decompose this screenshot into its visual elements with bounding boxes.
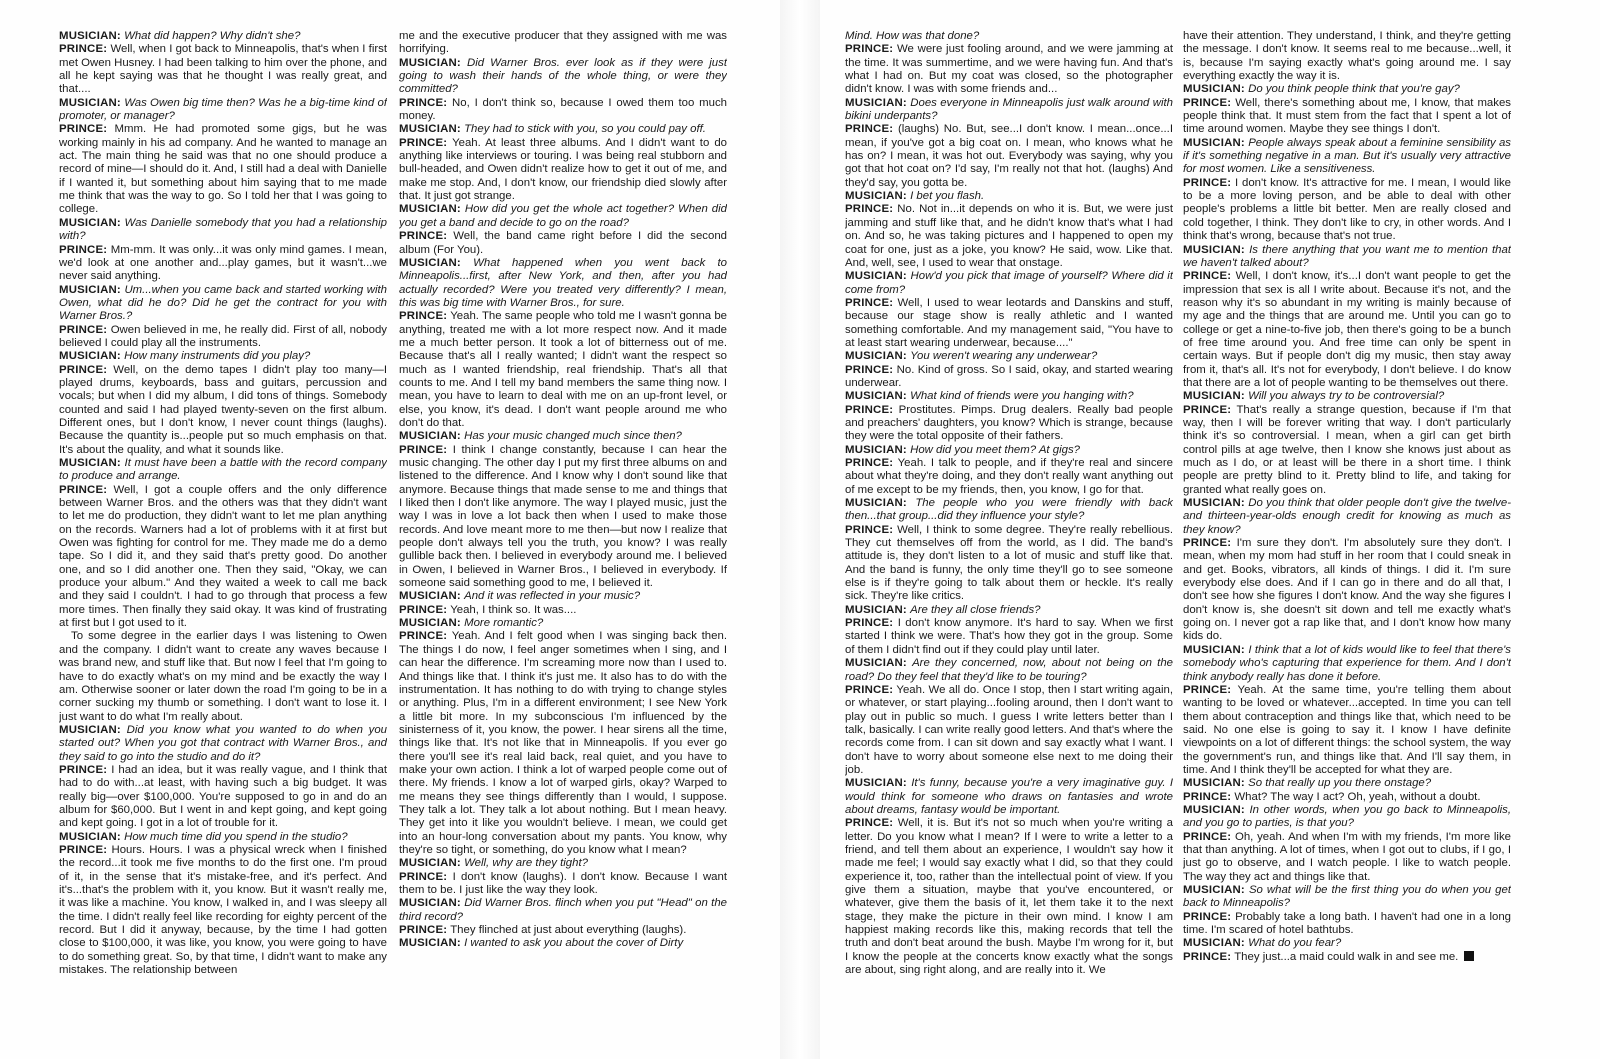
question-text: You weren't wearing any underwear? [910,350,1098,363]
prince-speaker-label: PRINCE: [1183,537,1232,550]
paragraph [1183,177,1511,244]
prince-speaker-label: PRINCE: [845,403,894,416]
paragraph [845,43,1173,96]
question-text: So what will be the first thing you do when you get back to Minneapolis? [1183,884,1511,910]
paragraph-text: Hours. Hours. I was a physical wreck when I finished the record...it took me five months to do the first one. I'm proud of it, in the sense that it's mistake-free, and it's perfect. And it's...that's the problem with it, you know. But it wasn't really me, it was like a machine. You know, I walked in, and I was sleepy all the time. I didn't really feel like recording for eighty percent of the record. But I did it anyway, because, by the time I had gotten close to $100,000, it was like, you know, you were going to have to do something great. So, by that time, I didn't want to make any mistakes. The relationship between [59,843,387,977]
prince-speaker-label: PRINCE: [399,96,448,109]
prince-speaker-label: PRINCE: [845,123,894,136]
prince-speaker-label: PRINCE: [399,630,448,643]
musician-speaker-label: MUSICIAN: [1183,643,1245,656]
question-text: Are they concerned, now, about not being on the road? Do they feel that they'd like to be touring? [845,657,1173,683]
paragraph [399,937,727,950]
question-text: Um...when you came back and started working with Owen, what did he do? Did he get the contract for you with Warner Bros.? [59,283,387,323]
right-page [820,0,1600,1059]
paragraph [845,297,1173,350]
prince-speaker-label: PRINCE: [59,323,108,336]
paragraph [59,284,387,324]
paragraph [845,350,1173,363]
paragraph-text: Well, on the demo tapes I didn't play too many—I played drums, keyboards, bass and guitars, percussion and vocals; but when I did my album, I did tons of things. Somebody counted and said I had played twenty-seven on the first album. Different ones, but I don't know, I never count things (laughs). Because the quantity is...people put so much emphasis on that. It's about the quality, and what it sounds like. [59,363,387,456]
question-text: What happened when you went back to Minneapolis...first, after New York, and then, after you had actually recorded? Were you treated very differently? I mean, this was big time with Warner Bros., for sure. [399,256,727,309]
paragraph [59,484,387,631]
musician-speaker-label: MUSICIAN: [59,96,121,109]
left-page [0,0,780,1059]
paragraph-text: Mmm. He had promoted some gigs, but he was working mainly in his ad company. And he wanted to manage an act. The main thing he said was that no one should produce a record of mine—I should do it. And, I still had a deal with Danielle if I wanted it, but something about him saying that to me made me think that was the way to go. So I told her that I was going to college. [59,123,387,216]
paragraph [399,310,727,430]
paragraph-text: No. Not in...it depends on who it is. But, we were just jamming and stuff like that, and he didn't know that's what I had on. And so, he was taking pictures and I happened to open my coat for one, just as a joke, you know? He said, wow. Like that. And, well, see, I used to wear that onstage. [845,203,1173,269]
paragraph-text: I think I change constantly, because I can hear the music changing. The other day I put my first three albums on and listened to the difference. And I know why I don't sound like that anymore. Because things that made sense to me and things that I liked then I don't like anymore. The way I played music, just the way I was in love a lot back then when I used to make those records. And love meant more to me then—but now I realize that people don't always tell you the truth, you know? I was really gullible back then. I believed in everybody around me. I believed in Owen, I believed in Warner Bros., I believed in everybody. If someone said something good to me, I believed it. [399,443,727,590]
question-text: How many instruments did you play? [124,350,311,363]
question-text: Is there anything that you want me to mention that we haven't talked about? [1183,243,1511,269]
paragraph [59,844,387,977]
paragraph-text: me and the executive producer that they assigned with me was horrifying. [399,30,727,56]
question-text: What did happen? Why didn't she? [124,30,301,42]
paragraph [399,430,727,443]
paragraph-text: Well, when I got back to Minneapolis, that's when I first met Owen Husney. I had been talking to him over the phone, and all he kept saying was that he thought I was really great, and that.... [59,43,387,96]
paragraph [1183,537,1511,644]
prince-speaker-label: PRINCE: [845,363,894,376]
paragraph-text: Prostitutes. Pimps. Drug dealers. Really bad people and preachers' daughters, you know? Which is strange, because they were the total opposite of their fathers. [845,403,1173,443]
paragraph-text: I'm sure they don't. I'm absolutely sure they don't. I mean, when my mom had stuff in her room that I could sneak in and get. Books, vibrators, all kinds of things. I did it. I'm sure everybody else does. And if I can go in there and do all that, I don't see how she figures I don't know. And the way she figures I don't know is, she doesn't sit down and tell me exactly what's going on. I never got a rap like that, and I don't know how many kids do. [1183,537,1511,643]
paragraph-text: Well, I don't know, it's...I don't want people to get the impression that sex is all I write about. Because it's not, and the reason why it's so abundant in my writing is mainly because of my age and the things that are around me. Until you can go to college or get a nine-to-five job, then there's going to be a bunch of free time around you. And free time can only be spent in certain ways. But if people don't dig my music, then stay away from it, that's all. It's not for everybody, I don't believe. I do know that there are a lot of people wanting to be themselves out there. [1183,270,1511,389]
paragraph [59,764,387,831]
paragraph [399,630,727,857]
question-text: More romantic? [464,617,544,630]
question-text: Did Warner Bros. ever look as if they were just going to wash their hands of the whole thing, or were they committed? [399,56,727,96]
musician-speaker-label: MUSICIAN: [845,270,907,283]
paragraph [1183,831,1511,884]
paragraph [1183,951,1511,964]
prince-speaker-label: PRINCE: [845,817,894,830]
prince-speaker-label: PRINCE: [845,296,894,309]
prince-speaker-label: PRINCE: [1183,176,1232,189]
musician-speaker-label: MUSICIAN: [1183,884,1245,896]
question-text: They had to stick with you, so you could pay off. [464,123,706,136]
paragraph [845,390,1173,403]
question-text: What kind of friends were you hanging with? [910,390,1134,403]
paragraph [59,364,387,457]
musician-speaker-label: MUSICIAN: [399,617,461,630]
question-text: People always speak about a feminine sensibility as if it's something negative in a man. But it's usually very attractive for most women. Like a sensitiveness. [1183,136,1511,176]
question-text: In other words, when you go back to Minneapolis, and you go to parties, is that you? [1183,803,1511,830]
question-text: Did Warner Bros. flinch when you put "Head" on the third record? [399,897,727,923]
paragraph [399,871,727,898]
paragraph [59,630,387,723]
prince-speaker-label: PRINCE: [399,443,448,456]
musician-speaker-label: MUSICIAN: [1183,243,1245,256]
prince-speaker-label: PRINCE: [845,457,894,469]
musician-speaker-label: MUSICIAN: [845,390,907,403]
prince-speaker-label: PRINCE: [1183,830,1232,843]
paragraph [399,30,727,57]
prince-speaker-label: PRINCE: [59,363,108,376]
prince-speaker-label: PRINCE: [59,123,108,136]
paragraph-text: Owen believed in me, he really did. First of all, nobody believed I could play all the instruments. [59,323,387,349]
prince-speaker-label: PRINCE: [59,43,108,56]
paragraph [1183,270,1511,390]
text-column-4 [1183,30,1511,1050]
paragraph-text: Yeah, I think so. It was.... [450,603,577,616]
prince-speaker-label: PRINCE: [59,243,108,256]
question-text: I think that a lot of kids would like to feel that there's somebody who's capturing that experience for them. And I don't think anybody really has done it before. [1183,643,1511,683]
paragraph [845,457,1173,497]
paragraph [399,137,727,204]
musician-speaker-label: MUSICIAN: [59,723,121,736]
musician-speaker-label: MUSICIAN: [399,56,461,69]
question-text: And it was reflected in your music? [464,590,641,603]
paragraph [845,617,1173,657]
paragraph-text: Yeah. At least three albums. And I didn't want to do anything like interviews or touring. I was being real stubborn and bull-headed, and Owen didn't realize how to get it out of me, and make me stop. And, I don't know, our friendship died slowly after that. It just got strange. [399,136,727,203]
paragraph [59,244,387,284]
paragraph [1183,137,1511,177]
question-text: How did you get the whole act together? When did you get a band and decide to go on the road? [399,203,727,229]
paragraph [399,57,727,97]
prince-speaker-label: PRINCE: [1183,910,1232,923]
paragraph [399,257,727,310]
paragraph [1183,497,1511,537]
paragraph-text: They just...a maid could walk in and see me. [1234,950,1459,963]
paragraph [1183,804,1511,831]
question-text: How'd you pick that image of yourself? Where did it come from? [845,270,1173,296]
musician-speaker-label: MUSICIAN: [59,283,121,296]
paragraph [845,270,1173,297]
paragraph-text: That's really a strange question, because if I'm that way, then I will be forever writing that way. I don't particularly think it's so controversial. I mean, when a girl can get birth control pills at age twelve, then I know she knows just about as much as I do, or at least will be there in a short time. I think people are pretty blind to it. Pretty blind to life, and taking for granted what really goes on. [1183,403,1511,496]
musician-speaker-label: MUSICIAN: [59,830,121,843]
paragraph [59,97,387,124]
paragraph-text: I don't know. It's attractive for me. I mean, I would like to be a more loving person, and be able to deal with other people's problems a little bit better. Men are really closed and cold together, I think. They don't like to cry, in other words. And I think that's wrong, because that's not true. [1183,176,1511,243]
paragraph-text: Yeah. I talk to people, and if they're real and sincere about what they're doing, and they don't really want anything out of me except to be my friends, then, you know, I go for that. [845,457,1173,496]
text-column-1 [59,30,387,1050]
paragraph [1183,30,1511,83]
paragraph-text: Mind. How was that done? [845,30,980,42]
prince-speaker-label: PRINCE: [1183,403,1232,416]
musician-speaker-label: MUSICIAN: [845,777,907,790]
paragraph [845,657,1173,684]
paragraph [845,190,1173,203]
musician-speaker-label: MUSICIAN: [399,123,461,136]
paragraph-text: Yeah. At the same time, you're telling them about wanting to be loved or whatever...accepted. In time you can tell them about contraception and things like that, which need to be said. No one else is going to say it. I know I have definite viewpoints on a lot of different things: the school system, the way the government's run, and things like that. And I'll say them, in time. And I think they'll be accepted for what they are. [1183,683,1511,776]
paragraph [1183,644,1511,684]
question-text: Does everyone in Minneapolis just walk around with bikini underpants? [845,96,1173,123]
prince-speaker-label: PRINCE: [399,924,448,937]
prince-speaker-label: PRINCE: [399,870,448,883]
question-text: So that really up you there onstage? [1248,777,1432,790]
paragraph [59,724,387,764]
musician-speaker-label: MUSICIAN: [845,443,907,456]
paragraph [845,444,1173,457]
paragraph [1183,390,1511,403]
prince-speaker-label: PRINCE: [399,603,448,616]
question-text: The people who you were friendly with back then...that group...did they influence your style? [845,497,1173,523]
paragraph [399,444,727,591]
paragraph [59,350,387,363]
musician-speaker-label: MUSICIAN: [1183,937,1245,950]
paragraph [845,817,1173,977]
musician-speaker-label: MUSICIAN: [399,203,461,216]
musician-speaker-label: MUSICIAN: [1183,83,1245,96]
prince-speaker-label: PRINCE: [1183,950,1232,963]
paragraph-text: To some degree in the earlier days I was listening to Owen and the company. I didn't want to create any waves because I was brand new, and stuff like that. But now I feel that I'm going to have to do exactly what's on my mind and be exactly the way I am. Otherwise sooner or later down the road I'm going to be in a corner sucking my thumb or something. I don't want to lose it. I just want to do what I'm really about. [59,630,387,723]
paragraph [59,217,387,244]
musician-speaker-label: MUSICIAN: [399,897,461,910]
question-text: Did you know what you wanted to do when you started out? When you got that contract with Warner Bros., and they said to go into the studio and do it? [59,723,387,763]
paragraph [399,590,727,603]
paragraph-text: Oh, yeah. And when I'm with my friends, I'm more like that than anything. A lot of times, when I got out to clubs, if I go, I just go to observe, and I watch people. I like to watch people. The way they act and things like that. [1183,830,1511,883]
prince-speaker-label: PRINCE: [59,843,108,856]
paragraph-text: Well, I think to some degree. They're really rebellious. They cut themselves off from the world, as I did. The band's attitude is, they don't listen to a lot of music and stuff like that. And the band is funny, the only time they'll go to see someone else is if they're going to talk about them or heckle. It's really sick. They're like critics. [845,523,1173,603]
question-text: What do you fear? [1248,937,1342,950]
paragraph [1183,911,1511,938]
prince-speaker-label: PRINCE: [1183,683,1232,696]
question-text: I wanted to ask you about the cover of Dirty [464,937,684,950]
musician-speaker-label: MUSICIAN: [399,937,461,950]
question-text: It must have been a battle with the record company to produce and arrange. [59,457,387,483]
prince-speaker-label: PRINCE: [399,230,448,243]
paragraph-text: Mm-mm. It was only...it was only mind games. I mean, we'd look at one another and...play games, but it wasn't...we never said anything. [59,243,387,283]
paragraph-text: I had an idea, but it was really vague, and I think that had to do with...at least, with having such a big budget. It was really big—over $100,000. You're supposed to go in and do an album for $60,000. But I went in and kept going, and kept going and kept going. I got in a lot of trouble for it. [59,763,387,830]
paragraph [845,497,1173,524]
musician-speaker-label: MUSICIAN: [1183,136,1245,149]
musician-speaker-label: MUSICIAN: [845,96,907,109]
question-text: Has your music changed much since then? [464,430,682,443]
paragraph [845,364,1173,391]
paragraph [1183,404,1511,497]
paragraph-text: We were just fooling around, and we were jamming at the time. It was summertime, and we were having fun. And that's what I had on. But my coat was closed, so the photographer didn't know. I was with some friends and... [845,43,1173,96]
prince-speaker-label: PRINCE: [399,310,448,323]
question-text: It's funny, because you're a very imaginative guy. I would think for someone who draws on fantasies and wrote about dreams, fantasy would be important. [845,777,1173,816]
paragraph [845,97,1173,124]
paragraph [59,43,387,96]
paragraph [1183,937,1511,950]
paragraph [399,604,727,617]
paragraph [59,30,387,43]
paragraph [59,831,387,844]
paragraph-text: Well, I got a couple offers and the only difference between Warner Bros. and the others was that they didn't want to let me do production, they didn't want to let me plan anything on the records. Warners had a lot of problems with it at first but Owen was fighting for control for me. They made me do a demo tape. So I did it, and they said that's pretty good. Do another one, and so I did another one. Then they said, "Okay, we can produce your album." And they waited a week to call me back and they said I couldn't. I had to go through that process a few more times. Then finally they said okay. It was kind of frustrating at first but I got used to it. [59,483,387,630]
prince-speaker-label: PRINCE: [845,203,894,216]
paragraph-text: Well, the band came right before I did the second album (For You). [399,230,727,256]
paragraph [399,617,727,630]
musician-speaker-label: MUSICIAN: [59,30,121,42]
question-text: Well, why are they tight? [464,857,588,870]
question-text: Do you think that older people don't give the twelve- and thirteen-year-olds enough credit for knowing as much as they know? [1183,497,1511,536]
paragraph-text: What? The way I act? Oh, yeah, without a doubt. [1234,790,1481,803]
paragraph-text: Well, there's something about me, I know, that makes people think that. It must stem from the fact that I spent a lot of time around women. Maybe they see things I don't. [1183,96,1511,136]
paragraph [399,897,727,924]
paragraph [1183,777,1511,790]
prince-speaker-label: PRINCE: [59,763,108,776]
text-column-3 [845,30,1173,1050]
question-text: How much time did you spend in the studio? [124,830,348,843]
paragraph [1183,684,1511,777]
paragraph-text: Yeah. And I felt good when I was singing back then. The things I do now, I feel anger sometimes when I sing, and I can hear the difference. I'm screaming more now than I used to. And things like that. I think it's just me. It also has to do with the instrumentation. It has nothing to do with trying to change styles or anything. Plus, I'm in a different environment; I see New York a little bit more. In my subconscious I'm influenced by the sinisterness of it, you know, the power. I hear sirens all the time, things like that. It's not like that in Minneapolis. If you ever go there you'll see it's real laid back, real quiet, and you have to make your own action. I think a lot of warped people come out of there. My friends. I know a lot of warped girls, okay? Warped to me means they see things differently than I would, I suppose. They talk a lot. They talk a lot about nothing. But I mean heavy. They get into it like you wouldn't believe. I mean, we could get into an hour-long conversation about my pants. You know, why they're so tight, or something, do you know what I mean? [399,630,727,856]
paragraph-text: Well, it is. But it's not so much when you're writing a letter. Do you know what I mean? If I were to write a letter to a friend, and tell them about an experience, I wouldn't say how it made me feel; I would say exactly what I did, so that they could experience it, too, rather than the intellectual point of view. If you give them a situation, maybe that you've encountered, or whatever, give them the basis of it, let them take it to the next stage, they make the picture in their own mind. I know I am happiest making records like this, making records that tell the truth and don't beat around the bush. Maybe I'm wrong for it, but I know the people at the concerts know exactly what the songs are about, sing right along, and are really into it. We [845,817,1173,977]
paragraph-text: have their attention. They understand, I think, and they're getting the message. I don't know. It seems real to me because...well, it is, because I'm saying exactly what's going around me. I say everything exactly the way it is. [1183,30,1511,83]
paragraph [845,404,1173,444]
musician-speaker-label: MUSICIAN: [1183,497,1245,510]
paragraph [399,123,727,136]
prince-speaker-label: PRINCE: [59,483,108,496]
question-text: Are they all close friends? [910,603,1041,616]
text-column-2 [399,30,727,1050]
paragraph [845,604,1173,617]
question-text: Was Danielle somebody that you had a relationship with? [59,216,387,243]
musician-speaker-label: MUSICIAN: [1183,777,1245,790]
prince-speaker-label: PRINCE: [1183,96,1232,109]
question-text: Do you think people think that you're gay? [1248,83,1460,96]
question-text: Will you always try to be controversial? [1248,390,1445,403]
paragraph [1183,83,1511,96]
prince-speaker-label: PRINCE: [845,617,894,630]
paragraph-text: Yeah. We all do. Once I stop, then I start writing again, or whatever, or start playing...fooling around, then I don't want to play out in public so much. I guess I write letters better than I talk, basically. I can write really good letters. And that's where the records come from. I can sit down and say exactly what I want. I don't have to worry about someone else next to me doing their job. [845,683,1173,776]
paragraph [59,123,387,216]
musician-speaker-label: MUSICIAN: [1183,803,1245,816]
question-text: I bet you flash. [910,190,985,203]
prince-speaker-label: PRINCE: [845,523,894,536]
prince-speaker-label: PRINCE: [1183,270,1232,283]
paragraph [845,30,1173,43]
musician-speaker-label: MUSICIAN: [399,430,461,443]
paragraph [845,203,1173,270]
paragraph [59,457,387,484]
musician-speaker-label: MUSICIAN: [59,350,121,363]
paragraph-text: They flinched at just about everything (laughs). [450,924,687,937]
musician-speaker-label: MUSICIAN: [845,657,907,670]
paragraph [845,524,1173,604]
paragraph-text: (laughs) No. But, see...I don't know. I mean...once...I mean, if you've got a big coat on. I mean, who knows what he has on? I mean, it was hot out. Everybody was saying, why you got that hot coat on? I'd say, I'm really not that hot. (laughs) And they'd say, you gotta be. [845,123,1173,189]
musician-speaker-label: MUSICIAN: [59,216,121,229]
end-mark-icon [1464,951,1474,961]
musician-speaker-label: MUSICIAN: [1183,390,1245,403]
prince-speaker-label: PRINCE: [399,136,448,149]
paragraph [399,924,727,937]
musician-speaker-label: MUSICIAN: [845,190,907,203]
prince-speaker-label: PRINCE: [845,683,894,696]
musician-speaker-label: MUSICIAN: [845,603,907,616]
musician-speaker-label: MUSICIAN: [845,497,907,510]
paragraph [845,684,1173,777]
prince-speaker-label: PRINCE: [1183,790,1232,803]
paragraph [1183,791,1511,804]
paragraph-text: No. Kind of gross. So I said, okay, and started wearing underwear. [845,363,1173,389]
paragraph [1183,97,1511,137]
prince-speaker-label: PRINCE: [845,43,894,56]
musician-speaker-label: MUSICIAN: [59,457,121,469]
musician-speaker-label: MUSICIAN: [399,256,461,269]
page-gutter [780,0,820,1059]
paragraph-text: I don't know (laughs). I don't know. Because I want them to be. I just like the way they look. [399,870,727,896]
question-text: How did you meet them? At gigs? [910,443,1080,456]
paragraph [1183,884,1511,911]
paragraph-text: Yeah. The same people who told me I wasn't gonna be anything, treated me with a lot more respect now. And it made me a much better person. It took a lot of bitterness out of me. Because that's all I really wanted; I didn't want the respect so much as I wanted friendship, real friendship. That's all that counts to me. And I tell my band members the same thing now. I mean, you have to learn to deal with me on an up-front level, or else, you know, it's dead. I don't want people around me who don't do that. [399,310,727,429]
musician-speaker-label: MUSICIAN: [399,590,461,603]
paragraph-text: No, I don't think so, because I owed them too much money. [399,96,727,123]
paragraph [845,777,1173,817]
paragraph [59,324,387,351]
paragraph [845,123,1173,190]
question-text: Was Owen big time then? Was he a big-time kind of promoter, or manager? [59,96,387,123]
paragraph-text: Probably take a long bath. I haven't had one in a long time. I'm scared of hotel bathtubs. [1183,910,1511,937]
paragraph-text: Well, I used to wear leotards and Danskins and stuff, because our stage show is really athletic and I wanted something comfortable. And my management said, "You have to at least start wearing underwear, because...." [845,296,1173,349]
musician-speaker-label: MUSICIAN: [845,350,907,363]
paragraph [399,230,727,257]
paragraph [399,203,727,230]
paragraph-text: I don't know anymore. It's hard to say. When we first started I think we were. That's how they got in the group. Some of them I didn't find out if they could play until later. [845,617,1173,656]
paragraph [399,857,727,870]
paragraph [1183,244,1511,271]
paragraph [399,97,727,124]
musician-speaker-label: MUSICIAN: [399,857,461,870]
